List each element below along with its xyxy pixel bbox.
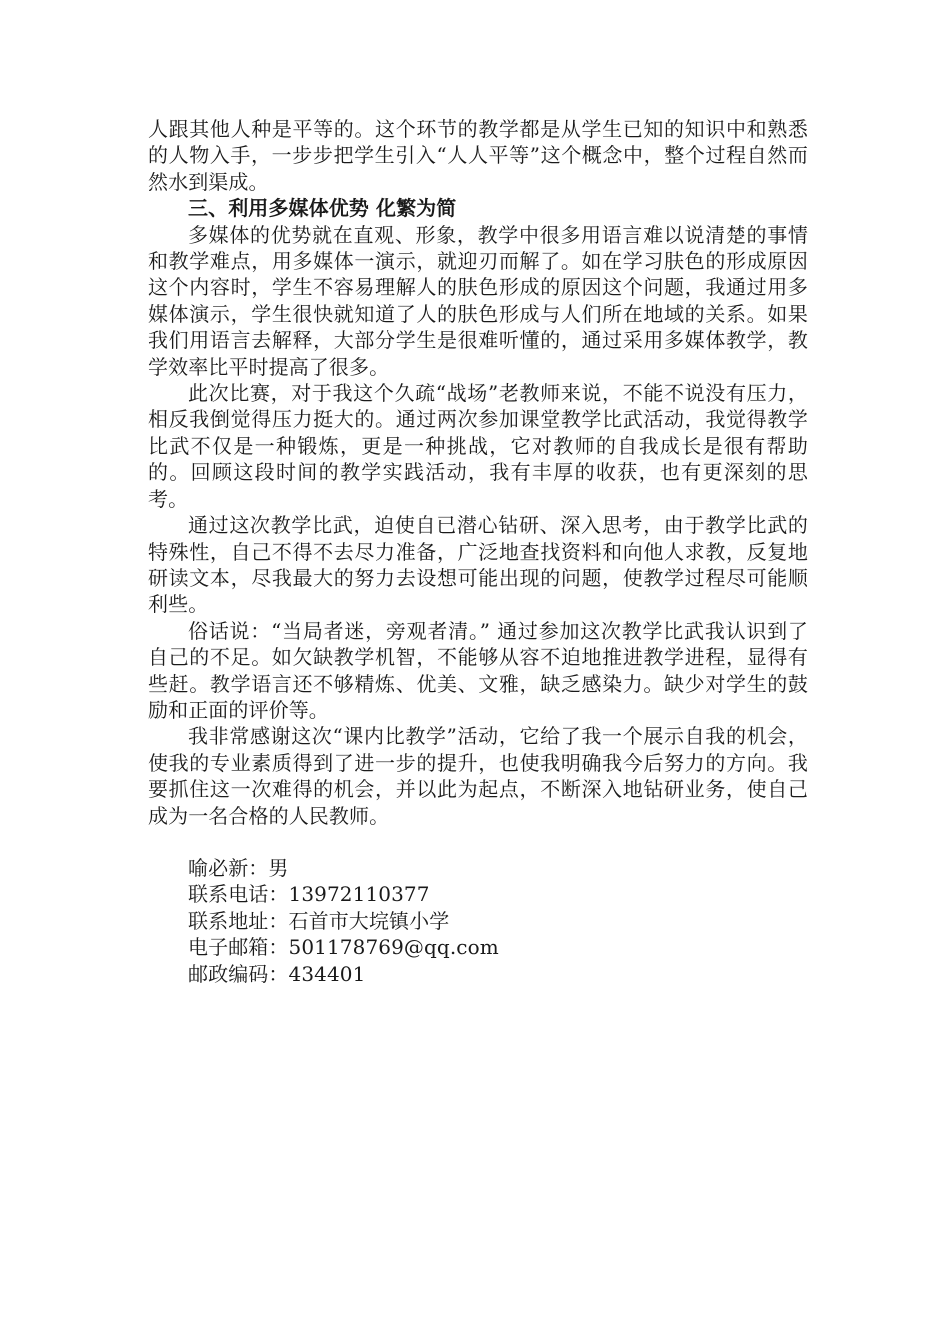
contact-block <box>148 855 808 987</box>
paragraph-preparation: 通过这次教学比武，迫使自已潜心钻研、深入思考，由于教学比武的特殊性，自己不得不去尽力准备，广泛地查找资料和向他人求教，反复地研读文本，尽我最大的努力去设想可能出现的问题，使教学过程尽可能顺利些。 <box>148 513 808 617</box>
contact-phone: 联系电话：13972110377 <box>188 882 430 907</box>
paragraph-shortcomings: 俗话说：“当局者迷，旁观者清。” 通过参加这次教学比武我认识到了自己的不足。如欠缺教学机智，不能够从容不迫地推进教学进程，显得有些赶。教学语言还不够精炼、优美、文雅，缺乏感染力。缺少对学生的鼓励和正面的评价等。 <box>148 618 808 722</box>
section-heading: 三、利用多媒体优势 化繁为简 <box>188 196 457 221</box>
paragraph-multimedia: 多媒体的优势就在直观、形象，教学中很多用语言难以说清楚的事情和教学难点，用多媒体一演示，就迎刃而解了。如在学习肤色的形成原因这个内容时，学生不容易理解人的肤色形成的原因这个问题，我通过用多媒体演示，学生很快就知道了人的肤色形成与人们所在地域的关系。如果我们用语言去解释，大部分学生是很难听懂的，通过采用多媒体教学，教学效率比平时提高了很多。 <box>148 222 808 379</box>
document-page <box>148 116 808 987</box>
paragraph-competition: 此次比赛，对于我这个久疏“战场”老教师来说，不能不说没有压力，相反我倒觉得压力挺大的。通过两次参加课堂教学比武活动，我觉得教学比武不仅是一种锻炼，更是一种挑战，它对教师的自我成长是很有帮助的。回顾这段时间的教学实践活动，我有丰厚的收获，也有更深刻的思考。 <box>148 381 808 511</box>
contact-email: 电子邮箱：501178769@qq.com <box>188 935 499 960</box>
intro-paragraph: 人跟其他人种是平等的。这个环节的教学都是从学生已知的知识中和熟悉的人物入手，一步步把学生引入“人人平等”这个概念中，整个过程自然而然水到渠成。 <box>148 117 808 194</box>
contact-postcode: 邮政编码：434401 <box>188 961 366 986</box>
contact-name: 喻必新：男 <box>188 855 289 880</box>
paragraph-thanks: 我非常感谢这次“课内比教学”活动，它给了我一个展示自我的机会，使我的专业素质得到了进一步的提升，也使我明确我今后努力的方向。我要抓住这一次难得的机会，并以此为起点，不断深入地钻研业务，使自己成为一名合格的人民教师。 <box>148 724 808 828</box>
contact-address: 联系地址：石首市大垸镇小学 <box>188 908 450 933</box>
